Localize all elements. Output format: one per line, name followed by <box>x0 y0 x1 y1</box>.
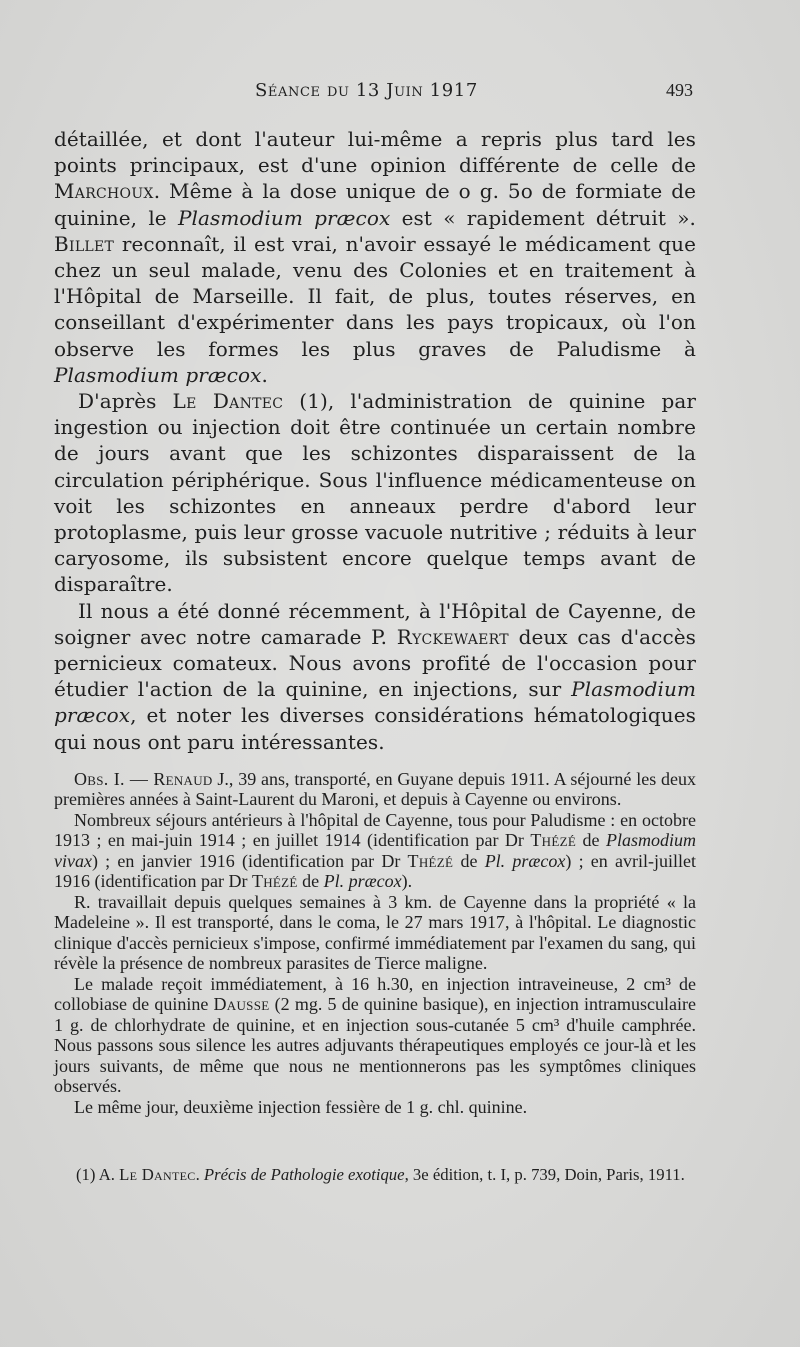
author-name: Marchoux <box>54 179 154 204</box>
text-run: est « rapidement détruit ». <box>390 205 696 230</box>
text-run: , et noter les diverses considérations hématologiques qui nous ont paru intéressantes. <box>54 703 696 754</box>
author-name: Ryckewaert <box>396 624 509 649</box>
text-run: (2 mg. 5 de quinine basique), en injection intramusculaire 1 g. de chlorhydrate de quinine, et en injection sous-cutanée 5 cm³ d'huile camphrée. Nous passons sous silence les autres adjuvants thérapeutiques employés ce jour-là et les jours suivants, de même que nous ne mentionnerons pas les symptômes cliniques observés. <box>54 994 696 1097</box>
text-run: (1) A. <box>76 1165 120 1184</box>
observation-block <box>54 769 696 1118</box>
author-name: Thézé <box>407 850 454 871</box>
text-run: D'après <box>78 389 173 414</box>
observation-paragraph <box>54 974 696 1097</box>
paragraph-1 <box>54 126 696 388</box>
text-run: ) ; en janvier 1916 (identification par Dr <box>91 850 408 871</box>
species-name: Plasmodium præcox <box>54 362 262 387</box>
observation-paragraph <box>54 769 696 810</box>
observation-paragraph: Le même jour, deuxième injection fessière de 1 g. chl. quinine. <box>74 1096 528 1117</box>
book-title: Précis de Pathologie exotique <box>203 1165 405 1184</box>
text-run: J., 39 ans, transporté, en Guyane depuis 1911. A séjourné les deux premières années à Saint-Laurent du Maroni, et depuis à Cayenne ou environs. <box>54 768 696 810</box>
text-run: Le malade reçoit immédiatement, à 16 h.30, en injection intraveineuse, 2 cm³ de collobiase de quinine <box>54 973 696 1015</box>
text-run: ). <box>401 871 413 892</box>
page-header <box>255 80 695 114</box>
species-name: Plasmodium præcox <box>54 677 696 728</box>
author-name: Thézé <box>251 871 298 892</box>
observation-paragraph: R. travaillait depuis quelques semaines à 3 km. de Cayenne dans la propriété « la Madeleine ». Il est transporté, dans le coma, le 27 mars 1917, à l'hôpital. Le diagnostic clinique d'accès pernicieux s'impose, confirmé immédiatement par l'examen du sang, qui révèle la présence de nombreux parasites de Tierce maligne. <box>54 891 696 974</box>
text-run: (1), l'administration de quinine par ingestion ou injection doit être continuée un certain nombre de jours avant que les schizontes disparaissent de la circulation périphérique. Sous l'influence médicamenteuse on voit les schizontes en anneaux perdre d'abord leur protoplasme, puis leur grosse vacuole nutritive ; réduits à leur caryosome, ils subsistent encore quelque temps avant de disparaître. <box>54 389 696 597</box>
author-name: Le Dantec <box>119 1165 196 1184</box>
patient-name: Renaud <box>153 768 213 789</box>
text-run: ) ; en avril-juillet 1916 (identification par Dr <box>54 850 696 892</box>
paragraph-2 <box>54 388 696 598</box>
text-run: Nombreux séjours antérieurs à l'hôpital de Cayenne, tous pour Paludisme : en octobre 1913 ; en mai-juin 1914 ; en juillet 1914 (identification par Dr <box>54 809 696 851</box>
document-body <box>54 126 696 1117</box>
text-run: reconnaît, il est vrai, n'avoir essayé le médicament que chez un seul malade, venu des Colonies et en traitement à l'Hôpital de Marseille. Il fait, de plus, toutes réserves, en conseillant d'expérimenter dans les pays tropicaux, où l'on observe les formes les plus graves de Paludisme à <box>54 231 696 361</box>
text-run: . <box>261 362 268 387</box>
main-text <box>54 126 696 755</box>
paragraph-3 <box>54 598 696 755</box>
author-name: Le Dantec <box>172 389 284 414</box>
text-run: deux cas d'accès pernicieux comateux. Nous avons profité de l'occasion pour étudier l'action de la quinine, en injections, sur <box>54 624 696 702</box>
text-run: de <box>297 871 324 892</box>
text-run: . Même à la dose unique de o g. 5o de formiate de quinine, le <box>54 179 696 230</box>
text-run: détaillée, et dont l'auteur lui-même a repris plus tard les points principaux, est d'une opinion différente de celle de <box>54 127 696 178</box>
footnote <box>54 1164 696 1185</box>
page-number: 493 <box>666 80 693 100</box>
manufacturer-name: Dausse <box>213 994 270 1015</box>
species-name: Plasmodium præcox <box>177 205 391 230</box>
observation-paragraph <box>54 810 696 892</box>
text-run: de <box>453 850 485 871</box>
text-run: . <box>195 1165 204 1184</box>
observation-label: Obs. I. — <box>74 768 154 789</box>
running-head: Séance du 13 Juin 1917 <box>255 80 478 101</box>
species-name: Pl. præcox <box>484 850 566 871</box>
text-run: de <box>576 830 606 851</box>
footnote-text <box>54 1164 696 1185</box>
text-run: , 3e édition, t. I, p. 739, Doin, Paris, 1911. <box>404 1165 685 1184</box>
text-run: Il nous a été donné récemment, à l'Hôpital de Cayenne, de soigner avec notre camarade P. <box>54 598 696 649</box>
author-name: Billet <box>54 231 115 256</box>
species-name: Pl. præcox <box>323 871 402 892</box>
author-name: Thézé <box>530 830 577 851</box>
species-name: Plasmodium vivax <box>54 830 696 871</box>
